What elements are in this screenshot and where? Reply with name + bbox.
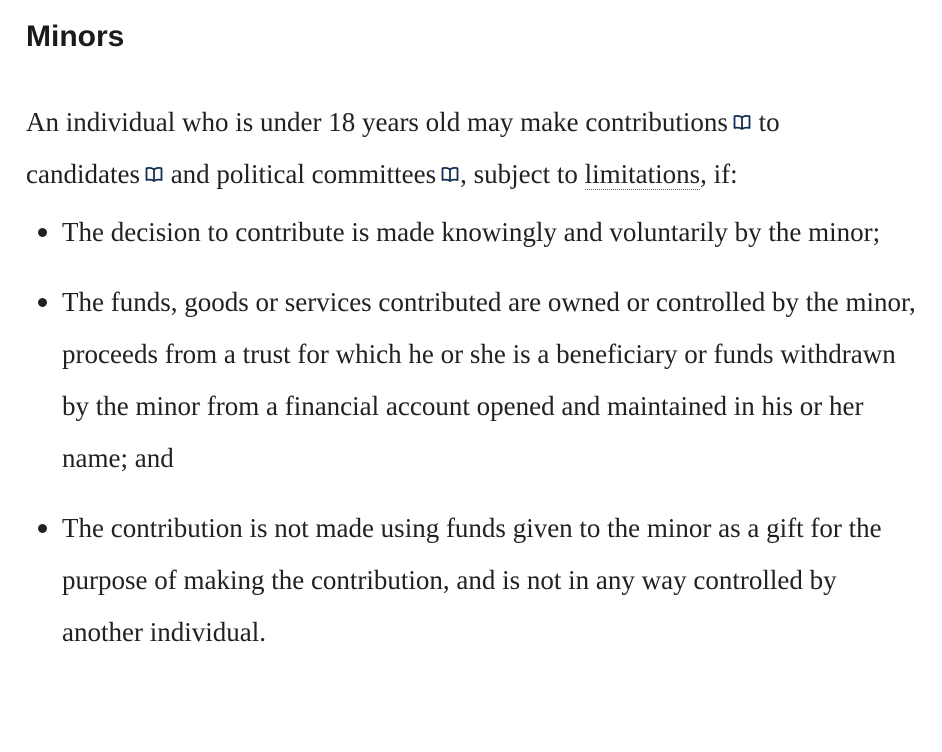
- list-item-text: The decision to contribute is made knowingly and voluntarily by the minor;: [62, 217, 881, 247]
- list-item-text: The contribution is not made using funds given to the minor as a gift for the purpose of making the contribution, and is not in any way controlled by another individual.: [62, 513, 882, 647]
- bullet-icon: [38, 228, 47, 237]
- intro-text-5: , if:: [700, 159, 738, 189]
- bullet-icon: [38, 524, 47, 533]
- intro-text-4: , subject to: [460, 159, 585, 189]
- book-icon[interactable]: [732, 112, 752, 132]
- intro-text-3: and political: [163, 159, 312, 189]
- list-item: [62, 502, 918, 658]
- list-item: [62, 206, 918, 258]
- glossary-term-candidates: [26, 159, 164, 189]
- glossary-term-label: candidates: [26, 159, 140, 189]
- conditions-list: [26, 206, 918, 658]
- list-item: [62, 276, 918, 484]
- book-icon[interactable]: [144, 164, 164, 184]
- intro-paragraph: [26, 96, 918, 200]
- glossary-term-label: contributions: [585, 107, 728, 137]
- glossary-term-label: committees: [311, 159, 437, 189]
- glossary-term-committees: [312, 159, 460, 189]
- intro-text-1: An individual who is under 18 years old may make: [26, 107, 586, 137]
- bullet-icon: [38, 298, 47, 307]
- section-title: Minors: [26, 20, 125, 53]
- list-item-text: The funds, goods or services contributed are owned or controlled by the minor, proceeds from a trust for which he or she is a beneficiary or funds withdrawn by the minor from a financial account opened and maintained in his or her name; and: [62, 287, 916, 473]
- limitations-link[interactable]: limitations: [584, 159, 701, 189]
- book-icon[interactable]: [440, 164, 460, 184]
- glossary-term-contributions: [585, 107, 752, 137]
- intro-text-2: to: [751, 107, 780, 137]
